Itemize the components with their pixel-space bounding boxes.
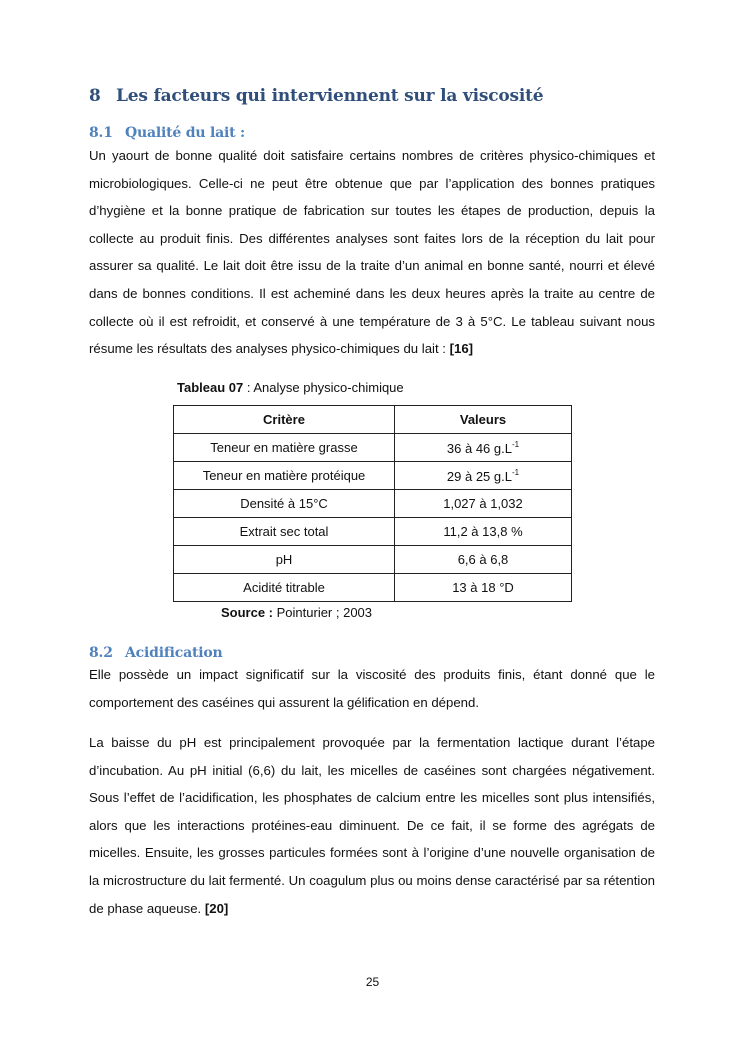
cell-critere: Teneur en matière protéique: [174, 462, 395, 490]
page-number: 25: [365, 975, 380, 989]
heading-8-2: [89, 645, 222, 661]
cell-critere: Teneur en matière grasse: [174, 434, 395, 462]
heading-number: 8: [89, 86, 101, 106]
cell-valeur: 29 à 25 $g.L^{-1}$: [395, 462, 572, 490]
cell-valeur: 11,2 à 13,8 %: [395, 518, 572, 546]
cell-critere: pH: [174, 546, 395, 574]
heading-8-1: [89, 125, 245, 141]
table-row: [174, 518, 572, 546]
caption-label: Tableau 07: [177, 380, 244, 395]
paragraph-text: Un yaourt de bonne qualité doit satisfaire certains nombres de critères physico-chimiques et microbiologiques. Celle-ci ne peut être obtenue que par l’application des bonnes pratiques d’hygiène et la bonne pratique de fabrication sur toutes les étapes de production, depuis la collecte au produit finis. Des différentes analyses sont faites lors de la réception du lait pour assurer sa qualité. Le lait doit être issu de la traite d’un animal en bonne santé, nourri et élevé dans de bonnes conditions. Il est acheminé dans les deux heures après la traite au centre de collecte où il est refroidit, et conservé à une température de 3 à 5°C. Le tableau suivant nous résume les résultats des analyses physico-chimiques du lait :: [89, 148, 655, 357]
citation: [20]: [204, 900, 229, 916]
table-header-row: [174, 406, 572, 434]
header-valeurs: Valeurs: [395, 406, 572, 434]
table-row: [174, 490, 572, 518]
section-title: Qualité du lait :: [125, 125, 245, 141]
paragraph-text: Elle possède un impact significatif sur la viscosité des produits finis, étant donné que le comportement des caséines qui assurent la gélification en dépend.: [89, 667, 655, 710]
source-text: Pointurier ; 2003: [273, 605, 373, 620]
caption-text: : Analyse physico-chimique: [243, 380, 404, 395]
paragraph-acidification-detail: [89, 729, 655, 922]
cell-critere: Densité à 15°C: [174, 490, 395, 518]
source-label: Source :: [221, 605, 274, 620]
table-caption: [177, 380, 404, 395]
cell-valeur: 36 à 46 $g.L^{-1}$: [395, 434, 572, 462]
table-row: [174, 574, 572, 602]
section-number: 8.2: [89, 645, 113, 661]
citation: [16]: [449, 341, 474, 357]
cell-critere: Acidité titrable: [174, 574, 395, 602]
cell-critere: Extrait sec total: [174, 518, 395, 546]
cell-valeur: 13 à 18 °D: [395, 574, 572, 602]
physico-chemical-table: [173, 405, 572, 602]
table-row: [174, 434, 572, 462]
heading-title: Les facteurs qui interviennent sur la viscosité: [116, 86, 544, 106]
table-source: [221, 605, 372, 620]
paragraph-text: La baisse du pH est principalement provoquée par la fermentation lactique durant l’étape d’incubation. Au pH initial (6,6) du lait, les micelles de caséines sont chargées négativement. Sous l’effet de l’acidification, les phosphates de calcium entre les micelles sont plus intensifiés, alors que les interactions protéines-eau diminuent. De ce fait, il se forme des agrégats de micelles. Ensuite, les grosses particules formées sont à l’origine d’une nouvelle organisation de la microstructure du lait fermenté. Un coagulum plus ou moins dense caractérisé par sa rétention de phase aqueuse.: [89, 735, 655, 916]
table-row: [174, 462, 572, 490]
header-critere: Critère: [174, 406, 395, 434]
section-number: 8.1: [89, 125, 113, 141]
cell-valeur: 6,6 à 6,8: [395, 546, 572, 574]
section-title: Acidification: [125, 645, 223, 661]
cell-valeur: 1,027 à 1,032: [395, 490, 572, 518]
heading-8: [89, 86, 543, 106]
paragraph-acidification-intro: [89, 661, 655, 716]
table-row: [174, 546, 572, 574]
paragraph-milk-quality: [89, 142, 655, 363]
